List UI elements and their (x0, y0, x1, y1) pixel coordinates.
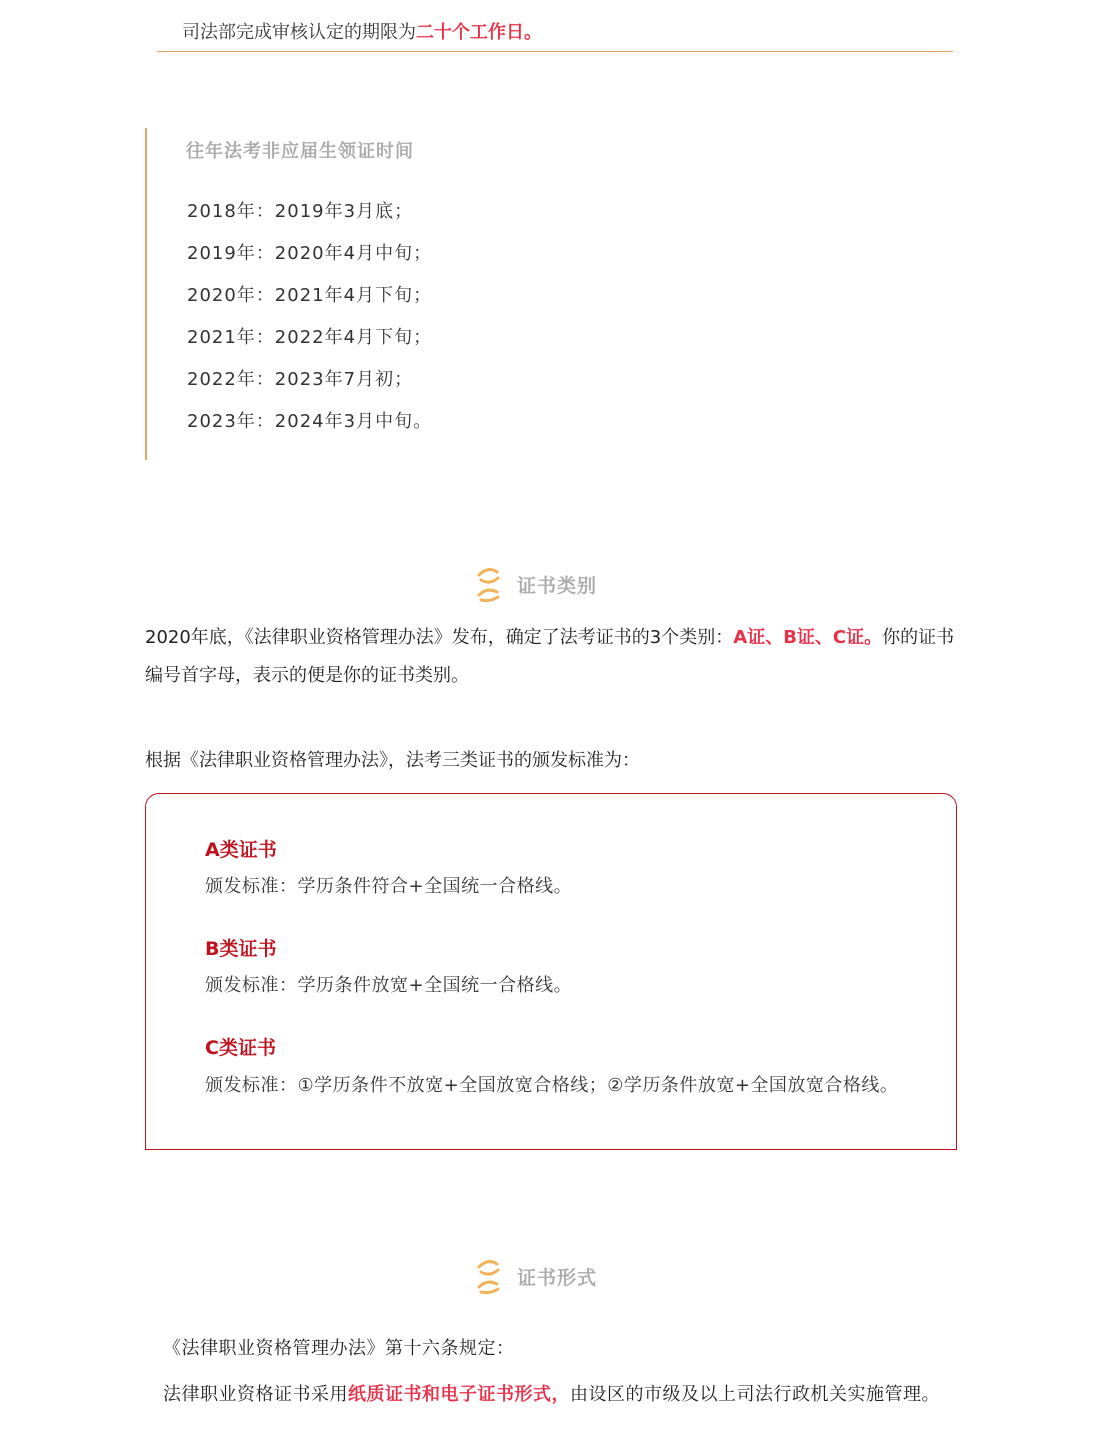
categories-paragraph (145, 619, 960, 695)
cert-title-c: C类证书 (205, 1037, 276, 1059)
history-item: 2020年：2021年4月下旬； (187, 285, 433, 306)
cert-desc-a: 颁发标准：学历条件符合+全国统一合格线。 (205, 876, 573, 897)
quote-bar (145, 128, 147, 460)
deadline-text-main: 司法部完成审核认定的期限为 (182, 22, 416, 43)
history-item: 2022年：2023年7月初； (187, 369, 414, 390)
paragraph-text: 法律职业资格证书采用 (163, 1384, 348, 1405)
history-item: 2019年：2020年4月中旬； (187, 243, 433, 264)
cert-title-a: A类证书 (205, 839, 277, 861)
form-highlight: 纸质证书和电子证书形式， (348, 1384, 570, 1405)
deadline-highlight: 二十个工作日。 (416, 22, 542, 43)
article-text (163, 1377, 953, 1413)
standards-intro: 根据《法律职业资格管理办法》，法考三类证书的颁发标准为： (145, 750, 640, 771)
section-label: 证书形式 (517, 1266, 598, 1289)
paragraph-text: 你的证书编号首字母，表示的便是你的证书类别。 (145, 627, 955, 686)
cert-title-b: B类证书 (205, 938, 277, 960)
paragraph-text: 2020年底，《法律职业资格管理办法》发布，确定了法考证书的3个类别： (145, 627, 734, 648)
history-item: 2023年：2024年3月中旬。 (187, 411, 433, 432)
divider (157, 51, 953, 52)
history-item: 2021年：2022年4月下旬； (187, 327, 433, 348)
article-citation: 《法律职业资格管理办法》第十六条规定： (163, 1338, 515, 1359)
cert-desc-c: 颁发标准：①学历条件不放宽+全国放宽合格线；②学历条件放宽+全国放宽合格线。 (205, 1075, 899, 1096)
cert-desc-b: 颁发标准：学历条件放宽+全国统一合格线。 (205, 975, 573, 996)
ribbon-icon (475, 566, 503, 602)
history-title: 往年法考非应届生领证时间 (186, 141, 414, 162)
deadline-text (182, 18, 542, 44)
section-heading-categories (475, 564, 597, 604)
categories-highlight: A证、B证、C证。 (733, 627, 883, 648)
paragraph-text: 由设区的市级及以上司法行政机关实施管理。 (570, 1384, 940, 1405)
history-item: 2018年：2019年3月底； (187, 201, 414, 222)
ribbon-icon (475, 1258, 503, 1294)
section-heading-form (475, 1256, 597, 1296)
section-label: 证书类别 (517, 574, 598, 597)
